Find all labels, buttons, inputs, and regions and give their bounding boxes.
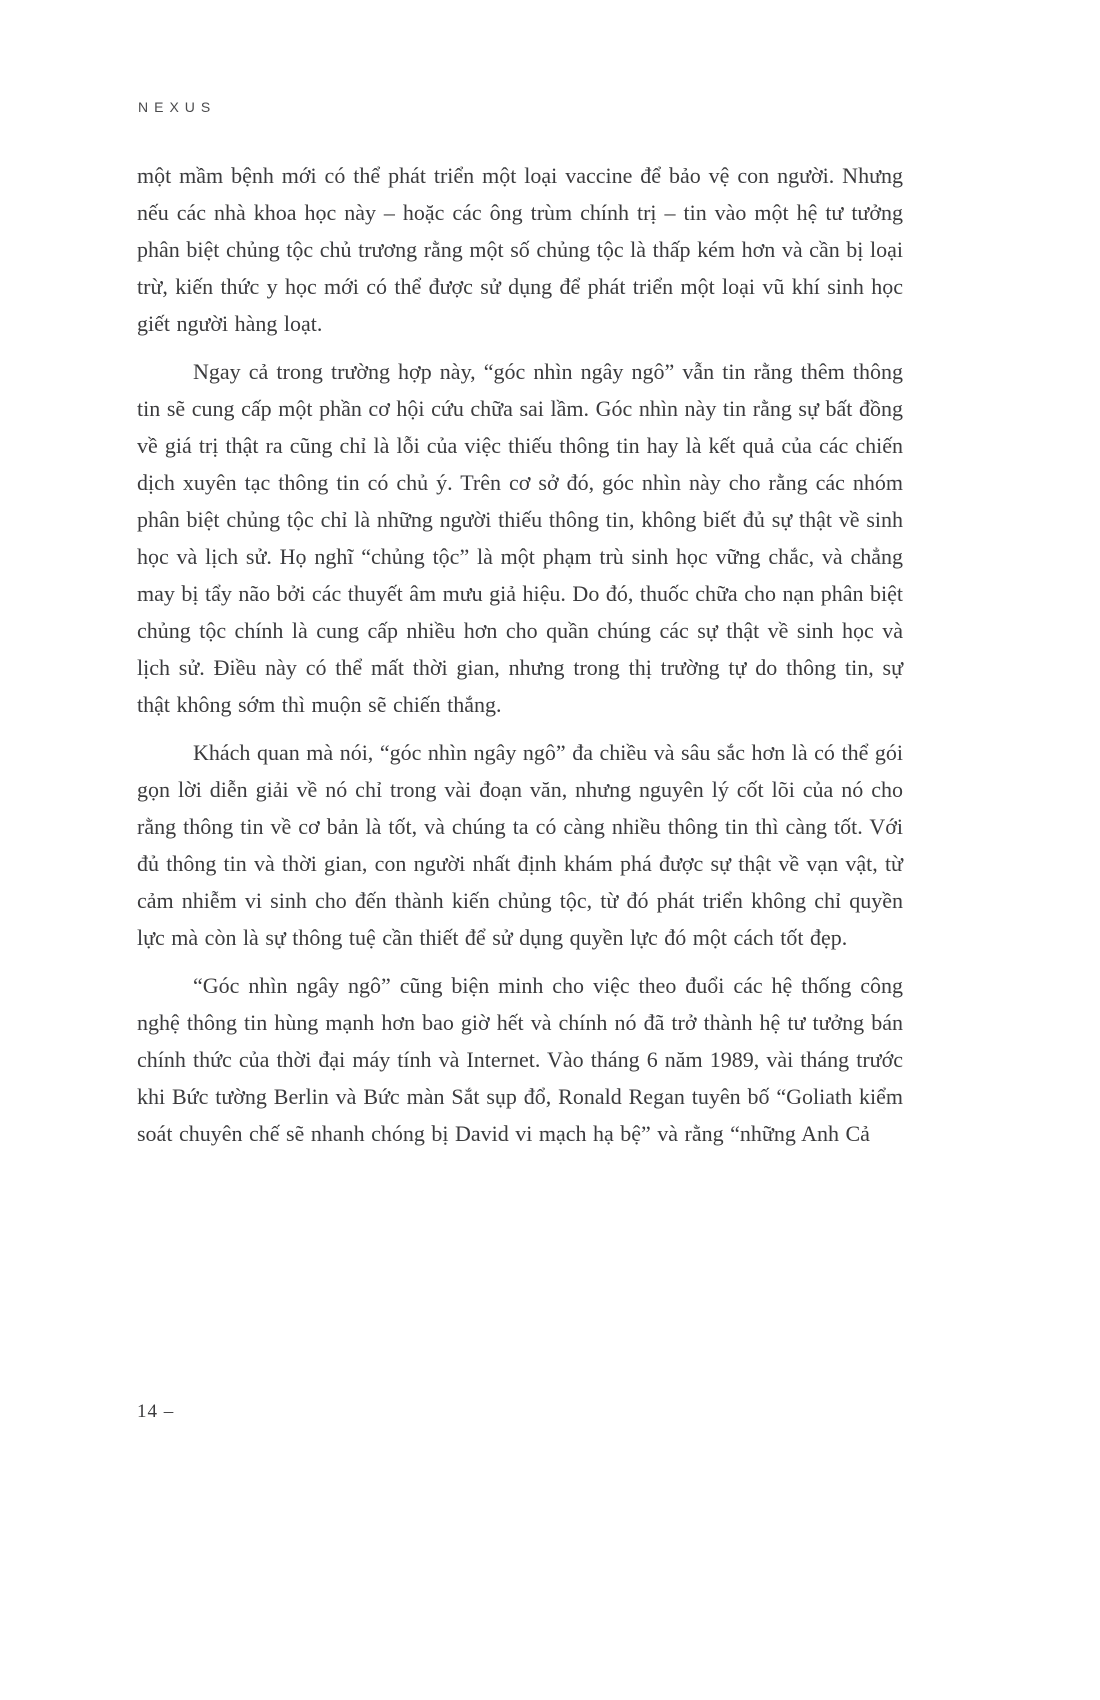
- paragraph: Khách quan mà nói, “góc nhìn ngây ngô” đa chiều và sâu sắc hơn là có thể gói gọn lời diễn giải về nó chỉ trong vài đoạn văn, nhưng nguyên lý cốt lõi của nó cho rằng thông tin về cơ bản là tốt, và chúng ta có càng nhiều thông tin thì càng tốt. Với đủ thông tin và thời gian, con người nhất định khám phá được sự thật về vạn vật, từ cảm nhiễm vi sinh cho đến thành kiến chủng tộc, từ đó phát triển không chỉ quyền lực mà còn là sự thông tuệ cần thiết để sử dụng quyền lực đó một cách tốt đẹp.: [137, 740, 903, 950]
- running-header: NEXUS: [138, 99, 217, 115]
- page-number: 14 –: [137, 1401, 175, 1422]
- paragraph: “Góc nhìn ngây ngô” cũng biện minh cho việc theo đuổi các hệ thống công nghệ thông tin hùng mạnh hơn bao giờ hết và chính nó đã trở thành hệ tư tưởng bán chính thức của thời đại máy tính và Internet. Vào tháng 6 năm 1989, vài tháng trước khi Bức tường Berlin và Bức màn Sắt sụp đổ, Ronald Regan tuyên bố “Goliath kiểm soát chuyên chế sẽ nhanh chóng bị David vi mạch hạ bệ” và rằng “những Anh Cả: [137, 973, 903, 1146]
- paragraph: một mầm bệnh mới có thể phát triển một loại vaccine để bảo vệ con người. Nhưng nếu các nhà khoa học này – hoặc các ông trùm chính trị – tin vào một hệ tư tưởng phân biệt chủng tộc chủ trương rằng một số chủng tộc là thấp kém hơn và cần bị loại trừ, kiến thức y học mới có thể được sử dụng để phát triển một loại vũ khí sinh học giết người hàng loạt.: [137, 163, 903, 336]
- body-text: [137, 157, 903, 1163]
- paragraph: Ngay cả trong trường hợp này, “góc nhìn ngây ngô” vẫn tin rằng thêm thông tin sẽ cung cấp một phần cơ hội cứu chữa sai lầm. Góc nhìn này tin rằng sự bất đồng về giá trị thật ra cũng chỉ là lỗi của việc thiếu thông tin hay là kết quả của các chiến dịch xuyên tạc thông tin có chủ ý. Trên cơ sở đó, góc nhìn này cho rằng các nhóm phân biệt chủng tộc chỉ là những người thiếu thông tin, không biết đủ sự thật về sinh học và lịch sử. Họ nghĩ “chủng tộc” là một phạm trù sinh học vững chắc, và chẳng may bị tẩy não bởi các thuyết âm mưu giả hiệu. Do đó, thuốc chữa cho nạn phân biệt chủng tộc chính là cung cấp nhiều hơn cho quần chúng các sự thật về sinh học và lịch sử. Điều này có thể mất thời gian, nhưng trong thị trường tự do thông tin, sự thật không sớm thì muộn sẽ chiến thắng.: [137, 359, 903, 717]
